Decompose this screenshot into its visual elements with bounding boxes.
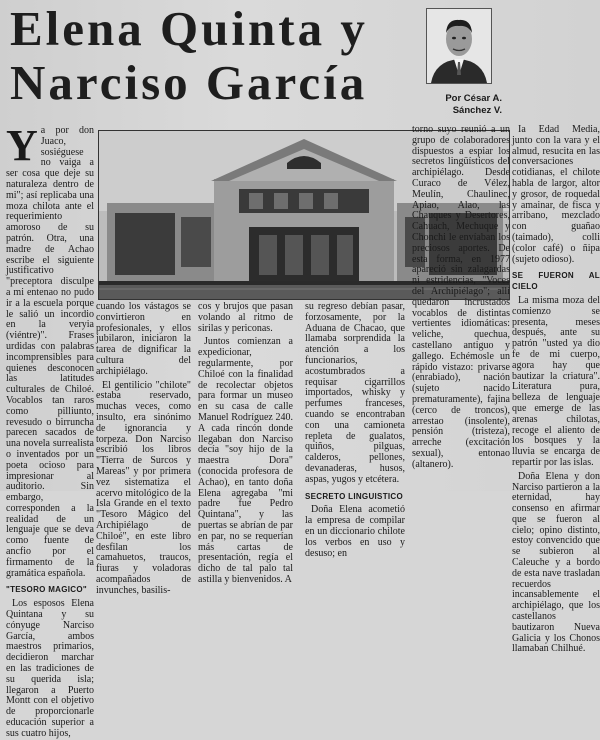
paragraph: Doña Elena acometió la empresa de compilar en un diccionario chilote los verbos en uso y desuso; en (305, 504, 405, 559)
paragraph: Los esposos Elena Quintana y su cónyuge Narciso García, ambos maestros primarios, decidieron marchar en las tradiciones de su querida isla; llegaron a Puerto Montt con el objetivo de proporcionarle educación superior a sus cuatro hijos, (6, 598, 94, 739)
paragraph: El gentilicio "chilote" estaba reservado, muchas veces, como insulto, era sinónimo de ignorancia y torpeza. Don Narciso escribió los libros "Tierra de Surcos y Mareas" y por primera vez sistematiza el acervo mitológico de la Isla Grande en el texto "Tesoro Mágico del Archipiélago de Chiloé", en este libro desfilan los camahuetos, traucos, fiuras y voladoras acompañados de invunches, basilis- (96, 379, 191, 596)
article-column-5 (412, 125, 510, 488)
article-column-2 (96, 301, 191, 596)
paragraph: La misma moza del comienzo se presenta, meses después, ante su patrón "usted ya dio fe de mi cuerpo, agora hay que bautizar la criatura". Literatura pura, belleza de lenguaje que emerge de las arenas chilotas, recoge el aliento de los bosques y la lluvia se encarga de repartir por las islas. (512, 294, 600, 468)
paragraph: Juntos comienzan a expedicionar, regularmente, por Chiloé con la finalidad de recolectar objetos para formar un museo en su casa de calle Manuel Rodríguez 240. A cada rincón donde llegaban don Narciso decía "soy hijo de la maestra Dora" (conocida profesora de Achao), en tanto doña Elena agregaba "mi padre fue Pedro Quintana", y las puertas se abrían de par en par, no se requerían más cartas de presentación, regía el dicho de tal palo tal astilla y bienvenidos. A (198, 336, 293, 585)
article-column-1 (6, 121, 94, 739)
article-column-4 (305, 301, 405, 559)
subheading-se-fueron-al-cielo: SE FUERON AL CIELO (512, 271, 600, 292)
paragraph: cos y brujos que pasan volando al ritmo de sirilas y periconas. (198, 301, 293, 334)
article-column-3 (198, 301, 293, 585)
author-box (420, 8, 502, 128)
drop-cap: Y (6, 121, 38, 170)
paragraph: su regreso debían pasar, forzosamente, por la Aduana de Chacao, que llamaba sorprendida la atención a los funcionarios, acostumbrados a requisar cigarrillos importados, whisky y perfumes franceses, cuando se encontraban con una camioneta repleta de gualatos, quiños, pilguas, calderos, pellones, devanaderas, husos, aspas, yugos y etcétera. (305, 301, 405, 485)
subheading-tesoro-magico: "TESORO MAGICO" (6, 585, 87, 595)
subheading-secreto-linguistico: SECRETO LINGUISTICO (305, 491, 404, 501)
byline: Por César A. Sánchez V. (445, 93, 502, 116)
article-column-6 (512, 124, 600, 655)
paragraph: cuando los vástagos se convirtieron en profesionales, y ellos jubilaron, iniciaron la tarea de dignificar la cultura del archipiélago. (96, 301, 191, 377)
paragraph: torno suyo reunió a un grupo de colaboradores dispuestos a espiar los secretos lingüísticos del archipiélago. Desde Curaco de Vélez, Meulín, Chaulinec, Apiao, Alao, las Chauques y Desertores, Cahuach, Mechuque y Chonchi le envíaban los preciosos aportes. De esta forma, en 1977 apareció sin zalagardas ni estridencias, "Voces del Archipiélago"; allí quedaron incrustados vocablos de distintas vertientes idiomáticas: veliche, quechua, castellano antiguo y gallego. Echémosle un rápido vistazo: privarse (enrabiado), nación (sujeto nacido prematuramente), fajina (cerco de troncos), arrestao (insolente), pensión (tristeza), arreche (excitación sexual), entonao (altanero). (412, 124, 510, 470)
paragraph: Ia Edad Media, junto con la vara y el almud, resucita en las conversaciones cotidianas, el chilote habla de largor, altor y grosor, de roquedal y amainar, de fisca y arribano, mezclado con guañao (taimado), colli (color café) o ñipa (sujeto odioso). (512, 124, 600, 265)
paragraph: Doña Elena y don Narciso partieron a la eternidad, hay consenso en afirmar que se fueron al cielo; opino distinto, estoy convencido que se subieron al Caleuche y a bordo de esta nave trasladan recuerdos incansablemente el archipiélago, que los castellanos bautizaron Nueva Galicia y los Chonos llamaban Chilhué. (512, 470, 600, 655)
author-portrait (426, 8, 492, 84)
paragraph: a por don Juaco, sosiéguese no vaiga a ser cosa que deje su naturaleza dentro de mi"; así replicaba una moza chilota ante el requerimiento amoroso de su patrón. Otra, una madre de Achao escribe el siguiente justificativo "preceptora disculpe a mi entenao no pudo ir a la escuela porque le salió un incordio en la veryia (viéntre)". Frases urdidas con palabras incomprensibles para quienes desconocen las latitudes culturales de Chiloé. Vocablos tan raros como pilliunto, revesudo o birruncha parecen sacados de una novela surrealista o inventados por un poeta ocioso para impresionar al auditorio. Sin embargo, corresponden a la realidad de un lenguaje que se deva como fuente de ancfio por el firmamento de la gramática española. (6, 125, 94, 579)
headline: Elena Quinta y Narciso García (10, 1, 368, 110)
